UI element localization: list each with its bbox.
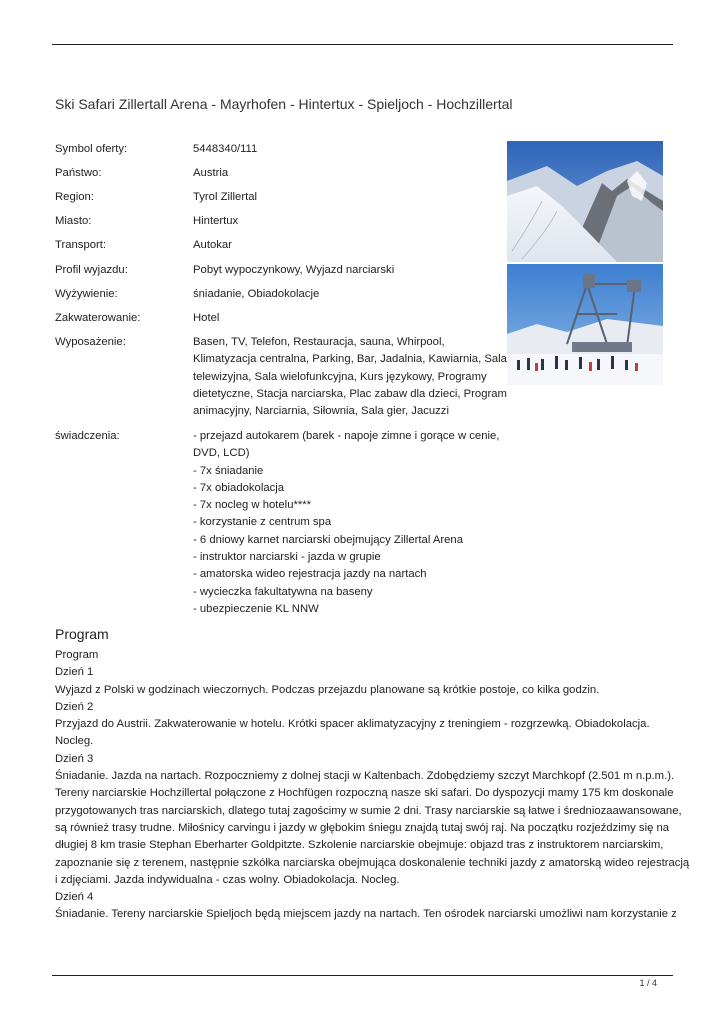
label-profile: Profil wyjazdu: <box>55 264 128 276</box>
program-line: zapoznanie się z terenem, następnie szkółka narciarska obejmująca doskonalenie techniki jazdy z amatorską wideo rejestracją <box>55 856 690 869</box>
program-line: Program <box>55 649 99 661</box>
value-country: Austria <box>193 167 229 179</box>
page-number: 1 / 4 <box>639 978 657 988</box>
label-city: Miasto: <box>55 215 92 227</box>
program-line: przygotowanych tras narciarskich, dlatego tutaj zagościmy w sumie 2 dni. Trasy narciarskie są łatwe i średniozaawansowane, <box>55 804 682 817</box>
top-rule <box>52 44 673 45</box>
services-line: - 7x obiadokolacja <box>193 481 285 494</box>
program-line: Dzień 1 <box>55 666 94 679</box>
program-line: są również trasy trudne. Miłośnicy carvingu i jazdy w głębokim śniegu znajdą tutaj swój raj. Na początku rozjeździmy się na <box>55 821 670 834</box>
bottom-rule <box>52 975 673 976</box>
services-line: - ubezpieczenie KL NNW <box>193 602 319 615</box>
program-line: Śniadanie. Tereny narciarskie Spieljoch będą miejscem jazdy na nartach. Ten ośrodek narciarski umożliwi nam korzystanie z <box>55 908 677 921</box>
label-country: Państwo: <box>55 167 102 179</box>
label-transport: Transport: <box>55 239 107 251</box>
value-transport: Autokar <box>193 239 232 251</box>
value-accommodation: Hotel <box>193 312 220 324</box>
value-region: Tyrol Zillertal <box>193 191 258 203</box>
label-board: Wyżywienie: <box>55 288 118 300</box>
services-line: - amatorska wideo rejestracja jazdy na nartach <box>193 568 427 581</box>
label-symbol: Symbol oferty: <box>55 143 128 155</box>
ski-lift-photo <box>507 264 663 385</box>
value-city: Hintertux <box>193 215 239 227</box>
program-line: Dzień 2 <box>55 700 94 713</box>
amenities-line: telewizyjna, Sala wielofunkcyjna, Kurs językowy, Programy <box>193 370 487 383</box>
value-symbol: 5448340/111 <box>193 143 258 155</box>
services-line: - wycieczka fakultatywna na baseny <box>193 585 373 598</box>
program-line: Dzień 3 <box>55 752 94 765</box>
label-accommodation: Zakwaterowanie: <box>55 312 141 324</box>
value-amenities <box>193 334 507 420</box>
program-line: Nocleg. <box>55 735 94 748</box>
amenities-line: dietetyczne, Stacja narciarska, Plac zabaw dla dzieci, Program <box>193 387 507 400</box>
value-board: śniadanie, Obiadokolacje <box>193 288 320 300</box>
mountain-photo <box>507 141 663 262</box>
label-services: świadczenia: <box>55 430 120 442</box>
services-line: - 7x śniadanie <box>193 464 264 477</box>
amenities-line: Klimatyzacja centralna, Parking, Bar, Jadalnia, Kawiarnia, Sala <box>193 353 507 366</box>
services-line: - instruktor narciarski - jazda w grupie <box>193 551 381 564</box>
services-line: DVD, LCD) <box>193 447 250 460</box>
program-line: i zdjęciami. Jazda indywidualna - czas wolny. Obiadokolacja. Nocleg. <box>55 873 400 886</box>
program-heading: Program <box>55 626 109 642</box>
services-line: - przejazd autokarem (barek - napoje zimne i gorące w cenie, <box>193 430 500 442</box>
program-line: Przyjazd do Austrii. Zakwaterowanie w hotelu. Krótki spacer aklimatyzacyjny z treningiem - rozgrzewką. Obiadokolacja. <box>55 718 650 731</box>
program-line: Tereny narciarskie Hochzillertal połączone z Hochfügen rozpoczną nasze ski safari. Do dyspozycji mamy 175 km doskonale <box>55 787 674 800</box>
amenities-line: Basen, TV, Telefon, Restauracja, sauna, Whirpool, <box>193 336 445 348</box>
offer-title: Ski Safari Zillertall Arena - Mayrhofen - Hintertux - Spieljoch - Hochzillertal <box>55 96 513 112</box>
program-line: Dzień 4 <box>55 891 94 904</box>
value-profile: Pobyt wypoczynkowy, Wyjazd narciarski <box>193 264 395 276</box>
services-line: - 7x nocleg w hotelu**** <box>193 499 312 512</box>
program-line: Śniadanie. Jazda na nartach. Rozpoczniemy z dolnej stacji w Kaltenbach. Zdobędziemy szczyt Marchkopf (2.501 m n.p.m.). <box>55 770 675 783</box>
value-services <box>193 428 498 618</box>
services-line: - 6 dniowy karnet narciarski obejmujący Zillertal Arena <box>193 533 463 546</box>
program-line: Wyjazd z Polski w godzinach wieczornych. Podczas przejazdu planowane są krótkie postoje, co kilka godzin. <box>55 683 600 696</box>
amenities-line: animacyjny, Narciarnia, Siłownia, Sala gier, Jacuzzi <box>193 405 449 418</box>
program-line: długiej 8 km trasie Stephan Eberharter Goldpitzte. Szkolenie narciarskie obejmuje: objazd tras z instruktorem narciarskim, <box>55 839 664 852</box>
program-text <box>55 647 690 924</box>
services-line: - korzystanie z centrum spa <box>193 516 332 529</box>
label-region: Region: <box>55 191 94 203</box>
label-amenities: Wyposażenie: <box>55 336 126 348</box>
